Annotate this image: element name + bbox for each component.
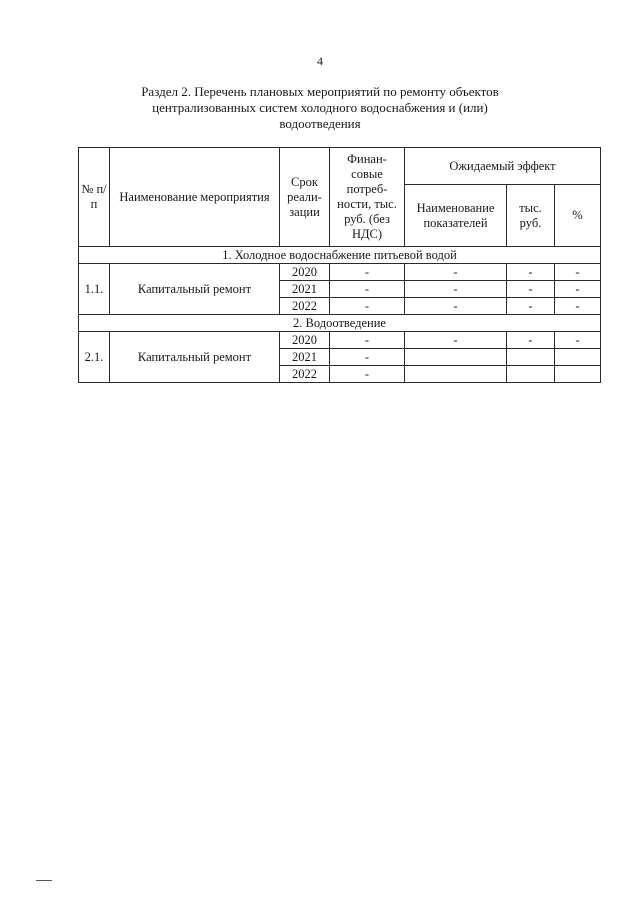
- finance-cell: -: [330, 264, 405, 281]
- activity-number: 2.1.: [79, 332, 110, 383]
- section-title: 2. Водоотведение: [79, 315, 601, 332]
- table-row: [79, 264, 601, 281]
- section-title: 1. Холодное водоснабжение питьевой водой: [79, 247, 601, 264]
- indicator-cell: -: [405, 264, 507, 281]
- page-number: 4: [317, 54, 323, 68]
- year-cell: 2021: [280, 281, 330, 298]
- activities-table: [78, 147, 601, 383]
- percent-cell: -: [555, 281, 601, 298]
- thousand-rub-cell: [507, 349, 555, 366]
- finance-cell: -: [330, 281, 405, 298]
- section-row: [79, 247, 601, 264]
- header-thousand-rub: тыс. руб.: [507, 185, 555, 247]
- activity-name: Капитальный ремонт: [110, 264, 280, 315]
- percent-cell: -: [555, 298, 601, 315]
- indicator-cell: -: [405, 332, 507, 349]
- footer-mark: [36, 880, 52, 881]
- indicator-cell: -: [405, 281, 507, 298]
- percent-cell: -: [555, 264, 601, 281]
- heading-line-2: централизованных систем холодного водоснабжения и (или): [152, 100, 488, 115]
- percent-cell: [555, 366, 601, 383]
- finance-cell: -: [330, 366, 405, 383]
- year-cell: 2020: [280, 332, 330, 349]
- year-cell: 2021: [280, 349, 330, 366]
- header-number: № п/п: [79, 148, 110, 247]
- thousand-rub-cell: -: [507, 332, 555, 349]
- table-row: [79, 332, 601, 349]
- heading-line-3: водоотведения: [279, 116, 361, 131]
- activity-number: 1.1.: [79, 264, 110, 315]
- section-heading: [110, 84, 530, 132]
- finance-cell: -: [330, 349, 405, 366]
- header-indicator-name: Наименование показателей: [405, 185, 507, 247]
- indicator-cell: -: [405, 298, 507, 315]
- percent-cell: [555, 349, 601, 366]
- header-percent: %: [555, 185, 601, 247]
- year-cell: 2022: [280, 298, 330, 315]
- thousand-rub-cell: -: [507, 264, 555, 281]
- activity-name: Капитальный ремонт: [110, 332, 280, 383]
- header-term: Срок реали-зации: [280, 148, 330, 247]
- finance-cell: -: [330, 298, 405, 315]
- section-row: [79, 315, 601, 332]
- thousand-rub-cell: -: [507, 281, 555, 298]
- indicator-cell: [405, 366, 507, 383]
- table-header-row: [79, 148, 601, 185]
- header-finance: Финан-совые потреб-ности, тыс. руб. (без НДС): [330, 148, 405, 247]
- header-expected-effect: Ожидаемый эффект: [405, 148, 601, 185]
- heading-line-1: Раздел 2. Перечень плановых мероприятий по ремонту объектов: [141, 84, 499, 99]
- year-cell: 2020: [280, 264, 330, 281]
- year-cell: 2022: [280, 366, 330, 383]
- thousand-rub-cell: [507, 366, 555, 383]
- finance-cell: -: [330, 332, 405, 349]
- indicator-cell: [405, 349, 507, 366]
- percent-cell: -: [555, 332, 601, 349]
- header-activity-name: Наименование мероприятия: [110, 148, 280, 247]
- thousand-rub-cell: -: [507, 298, 555, 315]
